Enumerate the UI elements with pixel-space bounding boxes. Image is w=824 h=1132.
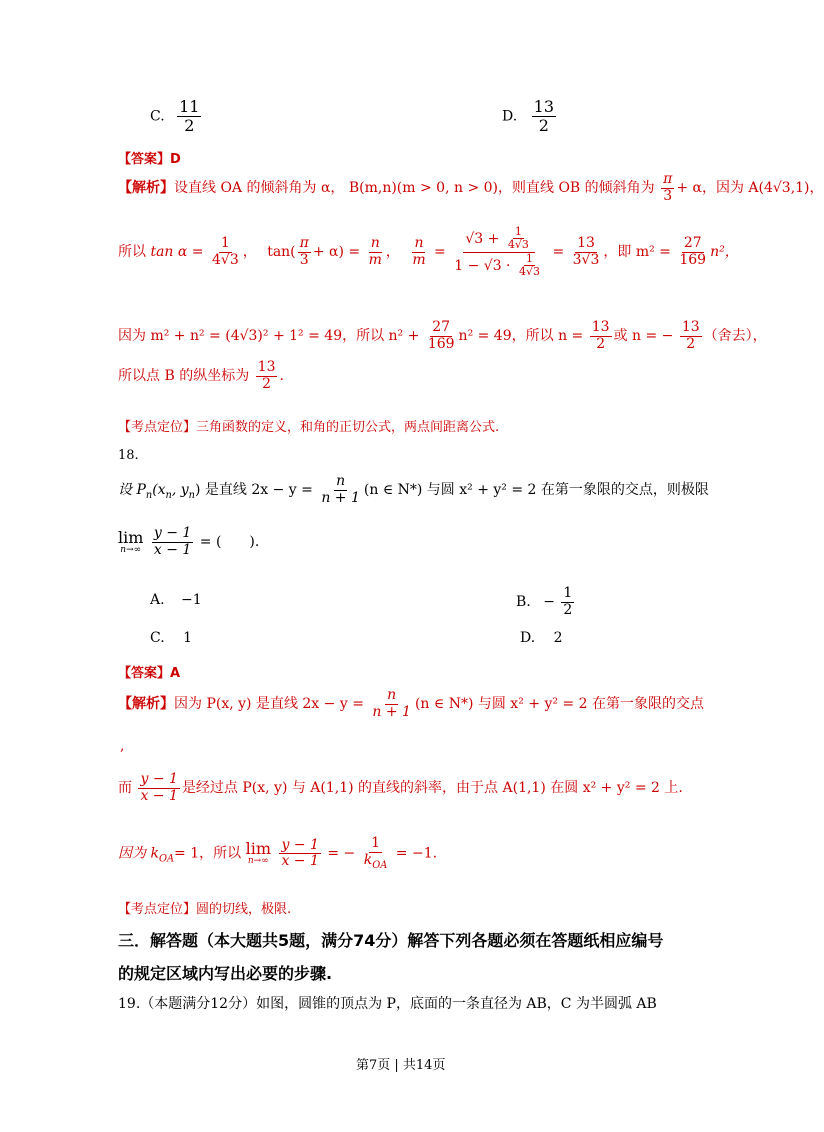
q17-analysis-line4 [118, 360, 284, 392]
text: = −1. [395, 845, 438, 862]
denominator: m [412, 251, 426, 268]
denominator: m [368, 251, 382, 268]
compound-fraction [452, 226, 546, 278]
denominator: 3√3 [572, 251, 600, 268]
text: 因为 P(x, y) 是直线 2x − y = [174, 696, 364, 713]
fraction [677, 236, 708, 268]
q18-answer: 【答案】A [118, 666, 181, 681]
equals: = [552, 244, 565, 261]
fraction [279, 838, 320, 870]
text: (n ∈ N*) 与圆 x² + y² = 2 在第一象限的交点，则极限 [363, 482, 709, 499]
numerator: 1 [220, 234, 230, 251]
equals: = [434, 244, 446, 261]
text: ， [752, 328, 767, 345]
denominator [362, 853, 390, 872]
q17-analysis-line2 [118, 226, 739, 278]
option-value: 1 [183, 630, 193, 646]
denominator: 2 [262, 375, 272, 392]
q17-option-c [150, 98, 203, 135]
q18-lone-comma: , [120, 738, 125, 754]
option-value: −1 [181, 592, 202, 608]
lim [246, 841, 271, 866]
denominator: 2 [563, 601, 573, 618]
numerator: 13 [681, 319, 700, 335]
fraction [561, 586, 574, 618]
fraction [532, 98, 556, 135]
numerator [463, 226, 534, 253]
numerator: n [370, 234, 380, 251]
numerator: 1 [514, 225, 522, 238]
numerator: 27 [683, 234, 702, 251]
numerator: 1 [563, 585, 573, 601]
numerator: n [414, 234, 424, 251]
numerator: n [336, 473, 346, 489]
text: 1 − √3 · [454, 257, 511, 274]
fraction [256, 360, 278, 392]
q18-number: 18. [118, 448, 139, 463]
numerator: π [299, 234, 309, 251]
lim [118, 527, 144, 555]
q18-analysis-line1 [118, 688, 704, 720]
fraction [370, 688, 413, 720]
option-label: A. [150, 592, 165, 608]
numerator: 1 [525, 251, 533, 265]
lim-sub: n→∞ [247, 856, 269, 867]
fraction [590, 320, 612, 352]
option-label: C. [150, 108, 165, 125]
numerator: 27 [432, 319, 451, 335]
tan-alpha: tan α = [150, 244, 204, 261]
numerator: 13 [257, 359, 276, 375]
text: n² = 49，所以 n = [458, 328, 584, 345]
numerator: 13 [591, 319, 610, 335]
numerator: 13 [577, 234, 595, 251]
text: = − [327, 845, 356, 862]
text: ， [385, 244, 400, 261]
option-value: 2 [553, 630, 563, 646]
q18-stem: 设 $P_n(x_n$, $y_n$) 是直线 2x − y = $\frac{n}{n + 1}$ (n ∈ N*) 与圆 x² + y² = 2 在第一象限的交点，则极限 [118, 473, 709, 506]
section3-title-line2: 的规定区域内写出必要的步骤. [118, 964, 333, 983]
analysis-text-tail: + α，因为 A(4√3,1)， [676, 180, 824, 197]
lim-word: lim [245, 839, 271, 859]
text: (n ∈ N*) 与圆 x² + y² = 2 在第一象限的交点 [414, 696, 704, 713]
fraction [680, 320, 702, 352]
text: 因为 m² + n² = (4√3)² + 1² = 49，所以 n² + [118, 328, 420, 345]
numerator: n [387, 687, 397, 703]
text: （舍去） [703, 328, 753, 345]
text: = 1，所以 [174, 845, 242, 862]
denominator: 3 [663, 187, 673, 204]
text: = ( ). [199, 534, 260, 551]
numerator: y − 1 [281, 836, 319, 853]
fraction-n-m [410, 236, 427, 268]
text: √3 + [465, 230, 500, 247]
denominator: 2 [184, 115, 195, 135]
text: 设 P [118, 482, 146, 499]
subscript: OA [158, 853, 175, 865]
q17-analysis-line3 [118, 320, 767, 352]
text: n²， [710, 244, 739, 261]
q18-option-a [150, 592, 202, 608]
text: 或 n = − [613, 328, 674, 345]
fraction [517, 253, 542, 279]
q18-option-b [516, 586, 576, 618]
text: ，即 m² = [603, 244, 671, 261]
numerator: 11 [179, 97, 200, 116]
text: 而 [118, 780, 132, 797]
text: ， [242, 244, 257, 261]
tan-sum-tail: + α) = [312, 244, 361, 261]
denominator [452, 253, 546, 279]
denominator: n + 1 [321, 489, 360, 506]
fraction [319, 474, 362, 506]
denominator: 2 [538, 115, 549, 135]
analysis-tag: 【解析】 [118, 180, 174, 197]
analysis-tag: 【解析】 [118, 696, 174, 713]
fraction [177, 98, 201, 135]
text: , y [171, 482, 189, 499]
denominator: 4√3 [211, 251, 239, 268]
q18-kaodian: 【考点定位】圆的切线，极限. [118, 902, 292, 917]
denominator: x − 1 [281, 853, 319, 870]
text: ) 是直线 2x − y = [194, 482, 313, 499]
q17-answer: 【答案】D [118, 152, 181, 167]
denominator: 169 [679, 251, 707, 268]
text: . [279, 368, 284, 385]
denominator: 2 [686, 335, 696, 352]
q17-analysis-line1 [118, 172, 824, 204]
option-label: B. [516, 594, 531, 611]
lim-sub: n→∞ [120, 544, 142, 555]
text: 所以点 B 的纵坐标为 [118, 368, 250, 385]
minus: − [543, 594, 555, 611]
text: k [363, 851, 373, 868]
fraction [571, 236, 602, 268]
numerator: π [663, 171, 673, 187]
fraction-pi-3 [661, 172, 674, 204]
text: 是经过点 P(x, y) 与 A(1,1) 的直线的斜率，由于点 A(1,1) 在圆 x² + y² = 2 上. [181, 780, 683, 797]
fraction-pi-3 [298, 236, 311, 268]
page-footer: 第7页 | 共14页 [356, 1058, 446, 1073]
denominator: 169 [427, 335, 455, 352]
q18-analysis-line3 [118, 836, 437, 871]
denominator: n + 1 [372, 703, 411, 720]
q18-option-c [150, 630, 192, 646]
q18-limit [118, 526, 259, 558]
numerator: y − 1 [153, 525, 192, 541]
option-label: D. [502, 108, 518, 125]
denominator: 4√3 [507, 238, 529, 252]
denominator: x − 1 [153, 541, 192, 558]
fraction [138, 772, 179, 804]
q18-option-d [520, 630, 563, 646]
numerator: y − 1 [140, 771, 178, 787]
numerator: 13 [533, 97, 554, 116]
section3-title-line1: 三．解答题（本大题共5题，满分74分）解答下列各题必须在答题纸相应编号 [118, 931, 664, 950]
text: 因为 k [118, 845, 159, 862]
fraction [152, 526, 193, 558]
denominator: x − 1 [140, 787, 178, 804]
q17-option-d [502, 98, 558, 135]
q19-text: 19.（本题满分12分）如图，圆锥的顶点为 P，底面的一条直径为 AB，C 为半圆弧 AB [118, 996, 657, 1012]
fraction [362, 836, 390, 871]
option-label: D. [520, 630, 536, 646]
fraction [210, 236, 241, 268]
numerator: 1 [371, 835, 380, 851]
text: (x [152, 482, 166, 499]
denominator: 3 [299, 251, 309, 268]
fraction [426, 320, 457, 352]
q18-analysis-line2 [118, 772, 683, 804]
denominator: 2 [596, 335, 606, 352]
denominator: 4√3 [518, 264, 540, 278]
text: 所以 [118, 244, 146, 261]
q17-kaodian: 【考点定位】三角函数的定义，和角的正切公式，两点间距离公式. [118, 420, 500, 435]
subscript: OA [372, 859, 388, 871]
lim-word: lim [118, 527, 144, 547]
analysis-text: 设直线 OA 的倾斜角为 α， B(m,n)(m > 0, n > 0)，则直线 OB 的倾斜角为 [174, 180, 655, 197]
tan-sum: tan( [267, 244, 296, 261]
option-label: C. [150, 630, 165, 646]
fraction-n-m [367, 236, 384, 268]
fraction [506, 226, 531, 252]
